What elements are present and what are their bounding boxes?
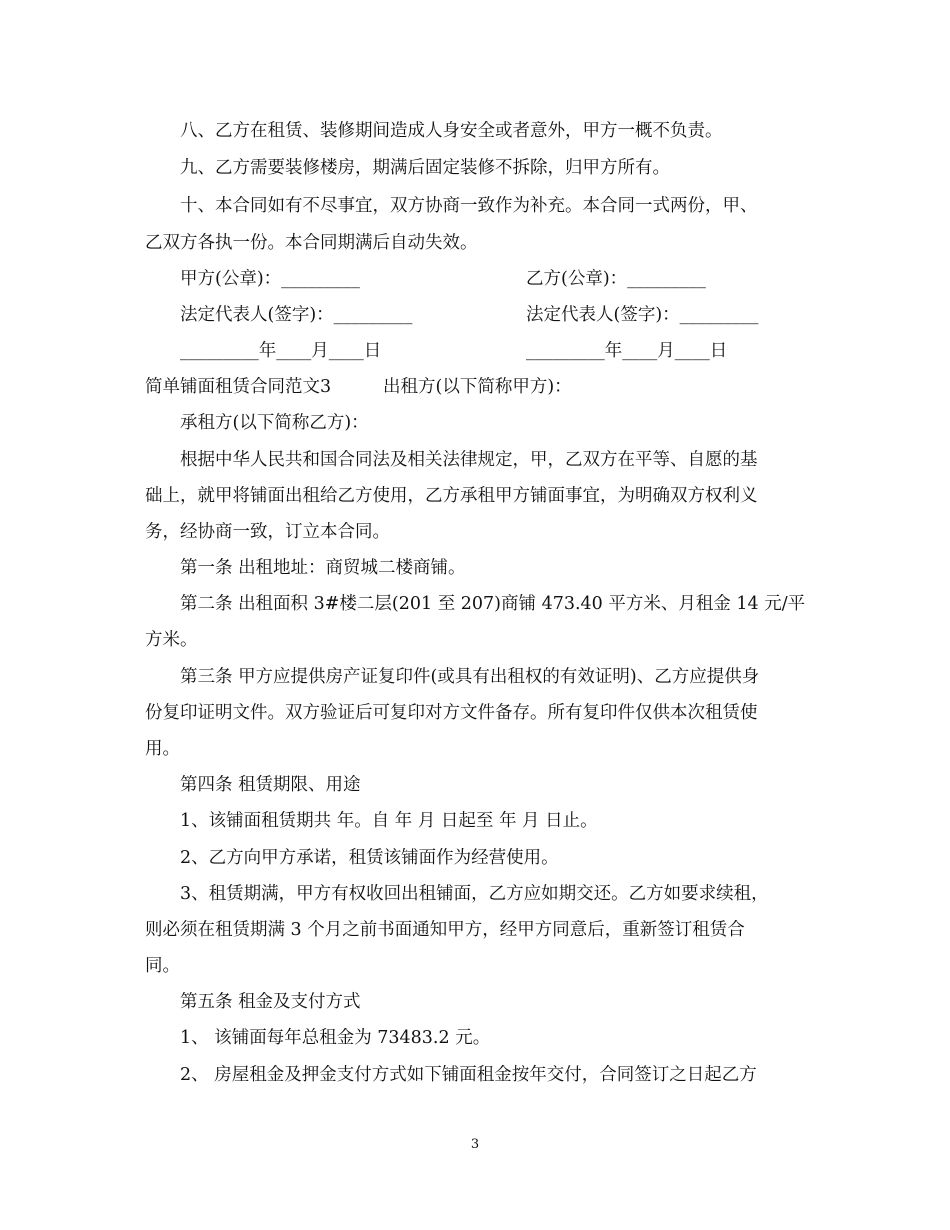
paragraph-clause-8: 八、乙方在租赁、装修期间造成人身安全或者意外，甲方一概不负责。 [180,121,723,141]
intro-line-3: 务，经协商一致，订立本合同。 [145,522,390,542]
page-number: 3 [470,1137,480,1152]
article-4-item-3-line-1: 3、租赁期满，甲方有权收回出租铺面，乙方应如期交还。乙方如要求续租， [180,884,769,904]
paragraph-clause-9: 九、乙方需要装修楼房，期满后固定装修不拆除，归甲方所有。 [180,158,670,178]
intro-line-1: 根据中华人民共和国合同法及相关法律规定，甲，乙双方在平等、自愿的基 [180,450,758,470]
article-5-item-1: 1、 该铺面每年总租金为 73483.2 元。 [180,1028,491,1048]
lessee-label: 承租方(以下简称乙方)： [180,413,369,433]
article-2-line-2: 方米。 [145,630,198,650]
article-5-heading: 第五条 租金及支付方式 [180,992,361,1012]
article-4-item-3-line-2: 则必须在租赁期满 3 个月之前书面通知甲方，经甲方同意后，重新签订租赁合 [145,920,745,940]
article-1: 第一条 出租地址：商贸城二楼商铺。 [180,558,466,578]
paragraph-clause-10-line-1: 十、本合同如有不尽事宜，双方协商一致作为补充。本合同一式两份，甲、 [180,196,758,216]
party-a-date-line: _________年____月____日 [180,341,382,361]
party-b-representative-line: 法定代表人(签字)：_________ [526,305,759,325]
lessor-label: 出租方(以下简称甲方)： [383,377,572,397]
party-a-seal-line: 甲方(公章)：_________ [180,269,360,289]
party-a-representative-line: 法定代表人(签字)：_________ [180,305,413,325]
article-3-line-2: 份复印证明文件。双方验证后可复印对方文件备存。所有复印件仅供本次租赁使 [145,703,758,723]
article-4-item-1: 1、该铺面租赁期共 年。自 年 月 日起至 年 月 日止。 [180,811,598,831]
article-3-line-1: 第三条 甲方应提供房产证复印件(或具有出租权的有效证明)、乙方应提供身 [180,667,760,687]
party-b-date-line: _________年____月____日 [526,341,728,361]
paragraph-clause-10-line-2: 乙双方各执一份。本合同期满后自动失效。 [145,233,478,253]
article-3-line-3: 用。 [145,739,180,759]
article-4-item-3-line-3: 同。 [145,956,180,976]
party-b-seal-line: 乙方(公章)：_________ [526,269,706,289]
article-4-item-2: 2、乙方向甲方承诺，租赁该铺面作为经营使用。 [180,848,559,868]
intro-line-2: 础上，就甲将铺面出租给乙方使用，乙方承租甲方铺面事宜，为明确双方权利义 [145,486,758,506]
article-4-heading: 第四条 租赁期限、用途 [180,775,361,795]
article-5-item-2: 2、 房屋租金及押金支付方式如下铺面租金按年交付，合同签订之日起乙方 [180,1065,757,1085]
contract-heading: 简单铺面租赁合同范文3 [145,377,332,397]
article-2-line-1: 第二条 出租面积 3#楼二层(201 至 207)商铺 473.40 平方米、月租金 14 元/平 [180,594,806,614]
